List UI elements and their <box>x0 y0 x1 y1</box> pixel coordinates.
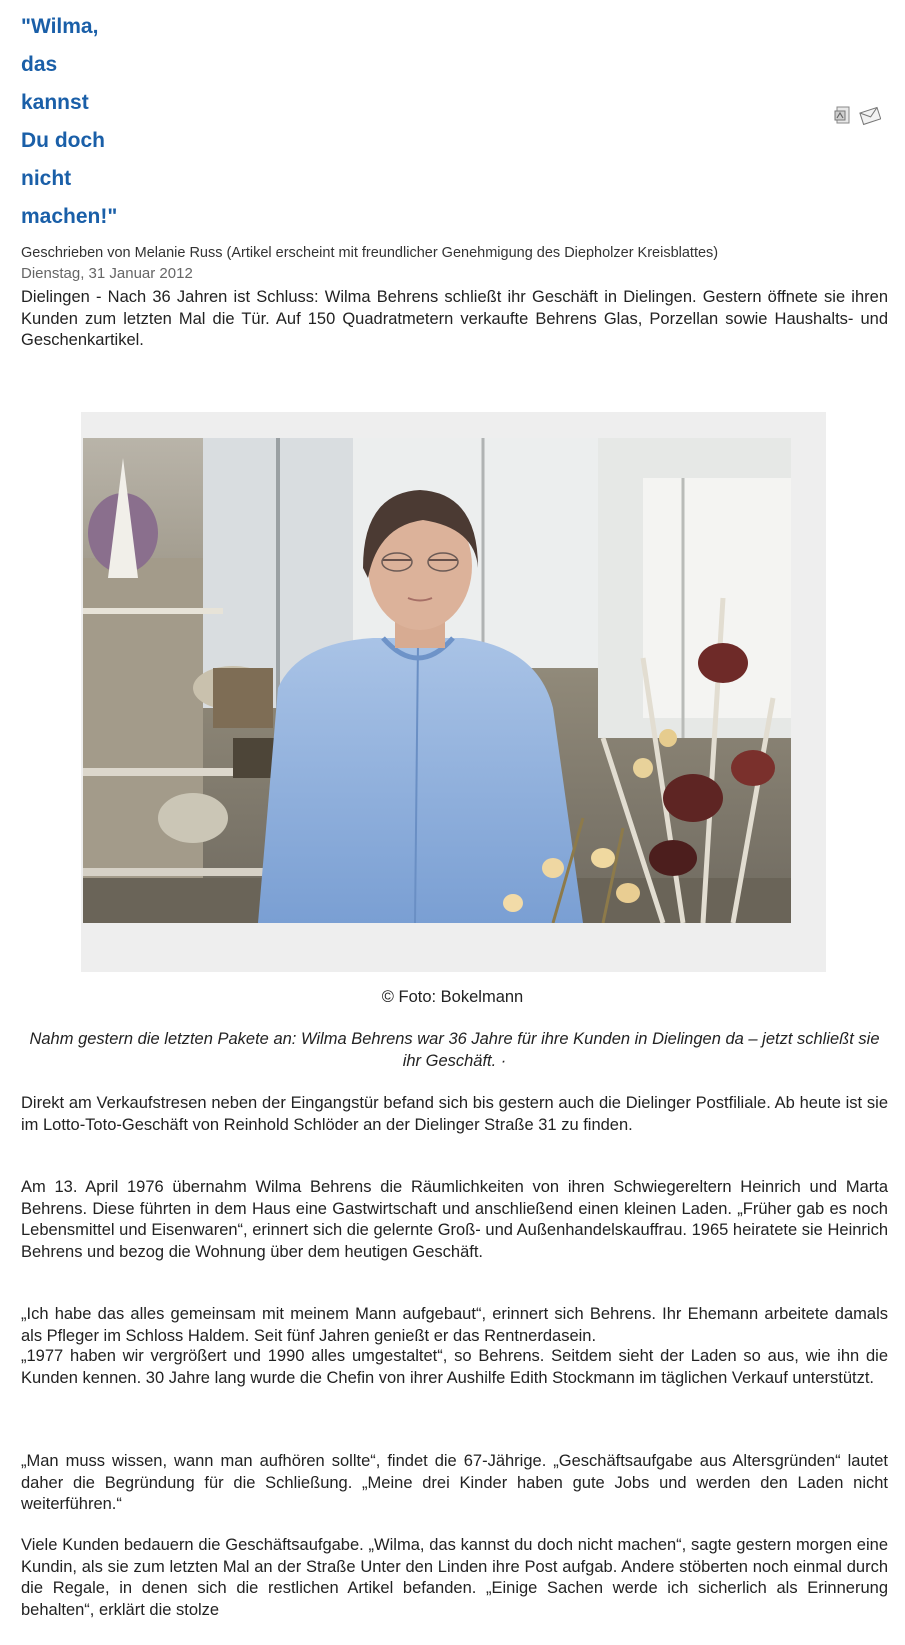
article-paragraph: „1977 haben wir vergrößert und 1990 alles umgestaltet“, so Behrens. Seitdem sieht der Laden so aus, wie ihn die Kunden kennen. 30 Jahre lang wurde die Chefin von ihrer Aushilfe Edith Stockmann im täglichen Verkauf unterstützt. <box>21 1347 888 1387</box>
photo-frame <box>81 412 826 972</box>
article-date: Dienstag, 31 Januar 2012 <box>21 265 193 282</box>
article-actions <box>833 104 881 126</box>
title-line: kannst <box>21 91 89 114</box>
article-paragraph: Direkt am Verkaufstresen neben der Eingangstür befand sich bis gestern auch die Dielinger Postfiliale. Ab heute ist sie im Lotto-Toto-Geschäft von Reinhold Schlöder an der Dielinger Straße 31 zu finden. <box>21 1094 888 1134</box>
article-paragraph: „Man muss wissen, wann man aufhören sollte“, findet die 67-Jährige. „Geschäftsaufgabe aus Altersgründen“ lautet daher die Begründung für die Schließung. „Meine drei Kinder haben gute Jobs und werden den Laden nicht weiterführen.“ <box>21 1452 888 1513</box>
title-line: das <box>21 53 58 76</box>
article-paragraph: Viele Kunden bedauern die Geschäftsaufgabe. „Wilma, das kannst du doch nicht machen“, sagte gestern morgen eine Kundin, als sie zum letzten Mal an der Straße Unter den Linden ihre Post aufgab. Andere stöberten noch einmal durch die Regale, in denen sich die restlichen Artikel befanden. „Einige Sachen werde ich sicherlich als Erinnerung behalten“, erklärt die stolze <box>21 1536 888 1619</box>
title-line: nicht <box>21 167 72 190</box>
article-title <box>21 8 181 236</box>
article-paragraph: Am 13. April 1976 übernahm Wilma Behrens die Räumlichkeiten von ihren Schwiegereltern Heinrich und Marta Behrens. Diese führten in dem Haus eine Gastwirtschaft und anschließend einen kleinen Laden. „Früher gab es noch Lebensmittel und Eisenwaren“, erinnert sich die gelernte Groß- und Außenhandelskauffrau. 1965 heiratete sie Heinrich Behrens und bezog die Wohnung über dem heutigen Geschäft. <box>21 1178 888 1261</box>
pdf-icon[interactable] <box>833 104 855 126</box>
article-photo <box>83 438 791 923</box>
title-line: machen!" <box>21 205 118 228</box>
article-paragraph: „Ich habe das alles gemeinsam mit meinem Mann aufgebaut“, erinnert sich Behrens. Ihr Ehemann arbeitete damals als Pfleger im Schloss Haldem. Seit fünf Jahren genießt er das Rentnerdasein. <box>21 1305 888 1345</box>
photo-credit: © Foto: Bokelmann <box>381 988 524 1006</box>
email-icon[interactable] <box>859 104 881 126</box>
photo-caption: Nahm gestern die letzten Pakete an: Wilma Behrens war 36 Jahre für ihre Kunden in Dielingen da – jetzt schließt sie ihr Geschäft. · <box>29 1030 880 1070</box>
article-byline: Geschrieben von Melanie Russ (Artikel erscheint mit freundlicher Genehmigung des Diepholzer Kreisblattes) <box>21 245 719 261</box>
title-line: Du doch <box>21 129 105 152</box>
article-intro: Dielingen - Nach 36 Jahren ist Schluss: Wilma Behrens schließt ihr Geschäft in Dielingen. Gestern öffnete sie ihren Kunden zum letzten Mal die Tür. Auf 150 Quadratmetern verkaufte Behrens Glas, Porzellan sowie Haushalts- und Geschenkartikel. <box>21 288 888 349</box>
title-line: "Wilma, <box>21 15 99 38</box>
